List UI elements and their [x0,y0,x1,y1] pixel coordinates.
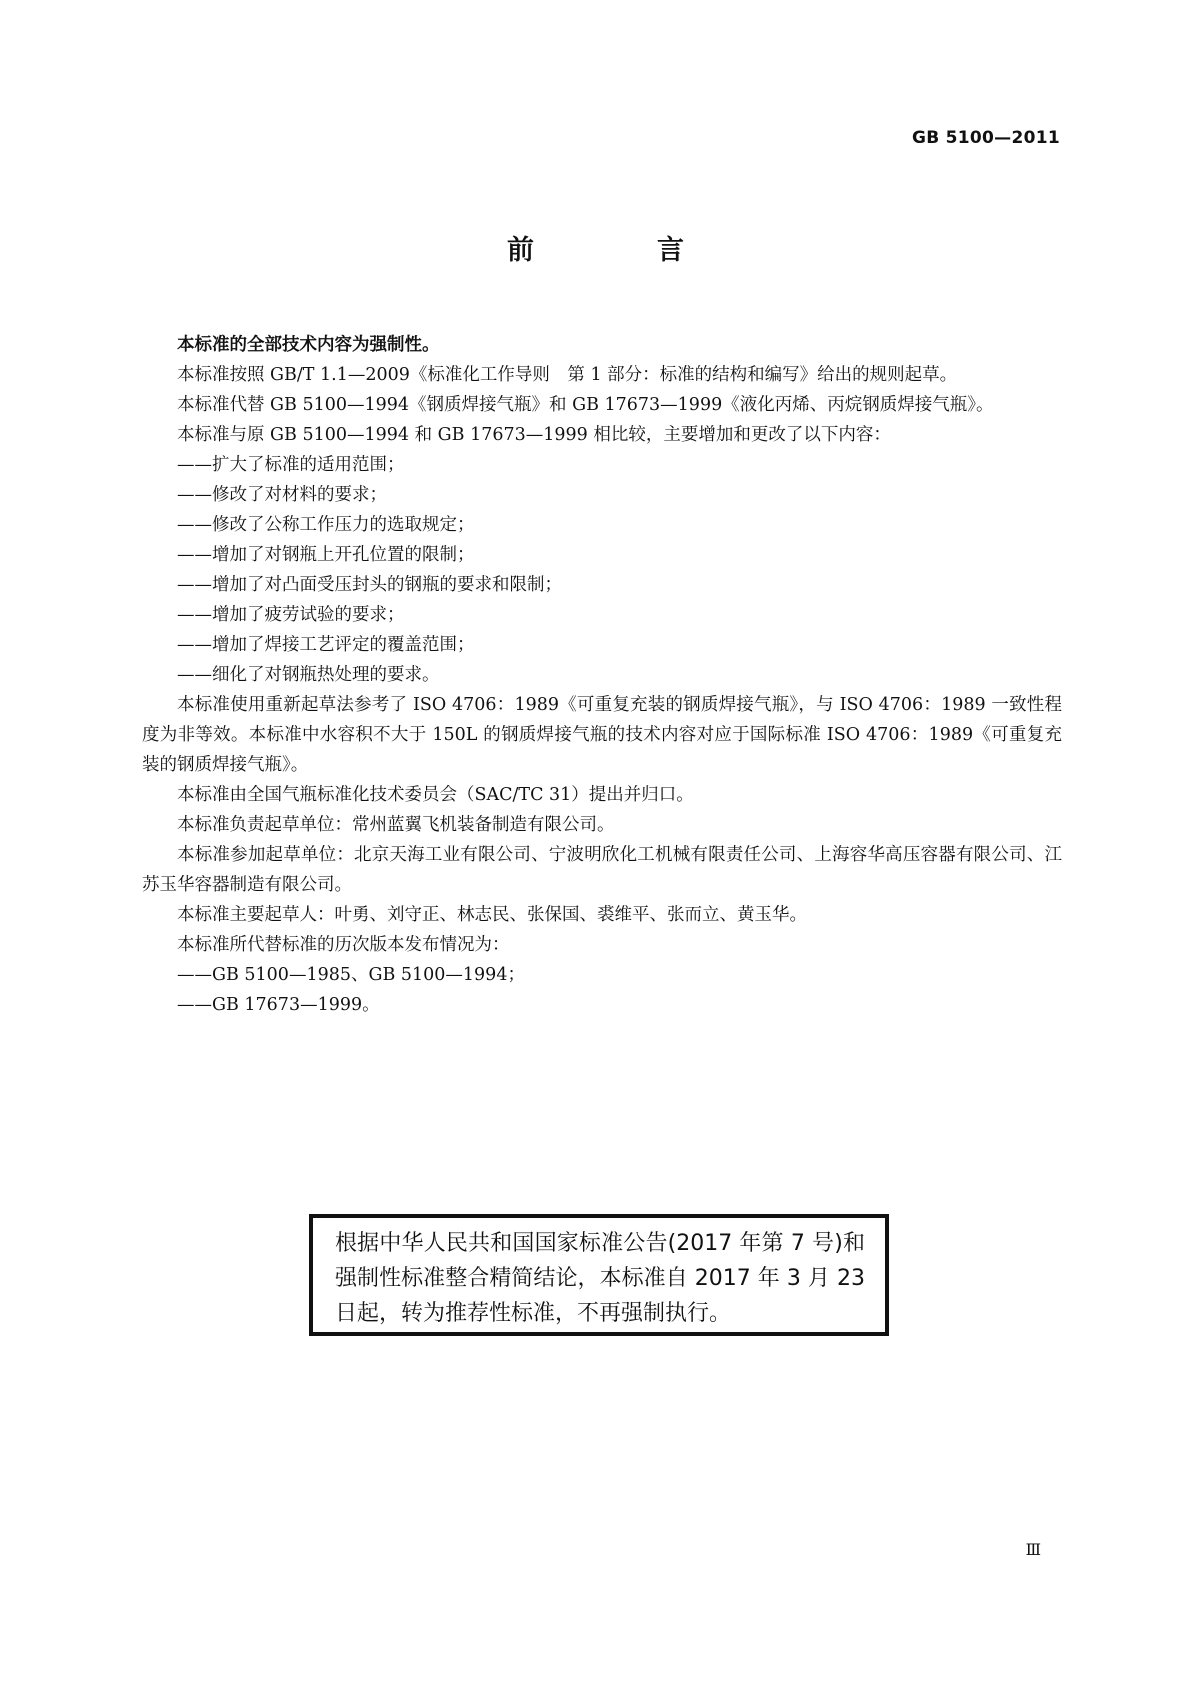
paragraph-main-drafters: 本标准主要起草人：叶勇、刘守正、林志民、张保国、裘维平、张而立、黄玉华。 [177,905,807,925]
foreword-body [142,330,1062,1020]
page-title: 前 言 [507,235,732,266]
standard-code: GB 5100—2011 [911,128,1060,148]
paragraph-iso-reference: 本标准使用重新起草法参考了 ISO 4706：1989《可重复充装的钢质焊接气瓶》，与 ISO 4706：1989 一致性程度为非等效。本标准中水容积不大于 150L 的钢质焊接气瓶的技术内容对应于国际标准 ISO 4706：1989《可重复充装的钢质焊接气瓶》。 [142,695,1062,775]
change-list-item: ——增加了对凸面受压封头的钢瓶的要求和限制； [177,575,562,595]
paragraph-proposed-by: 本标准由全国气瓶标准化技术委员会（SAC/TC 31）提出并归口。 [177,785,694,805]
previous-edition-item: ——GB 5100—1985、GB 5100—1994； [177,965,525,985]
paragraph-mandatory-statement: 本标准的全部技术内容为强制性。 [177,335,440,355]
notice-box: 根据中华人民共和国国家标准公告(2017 年第 7 号)和强制性标准整合精简结论，本标准自 2017 年 3 月 23 日起，转为推荐性标准，不再强制执行。 [309,1214,889,1336]
change-list-item: ——扩大了标准的适用范围； [177,455,405,475]
page-number: Ⅲ [1025,1540,1041,1559]
change-list-item: ——修改了公称工作压力的选取规定； [177,515,475,535]
change-list-item: ——增加了焊接工艺评定的覆盖范围； [177,635,475,655]
change-list-item: ——细化了对钢瓶热处理的要求。 [177,665,440,685]
paragraph-participating-drafters: 本标准参加起草单位：北京天海工业有限公司、宁波明欣化工机械有限责任公司、上海容华高压容器有限公司、江苏玉华容器制造有限公司。 [142,845,1062,895]
previous-edition-item: ——GB 17673—1999。 [177,995,380,1015]
paragraph-replaces: 本标准代替 GB 5100—1994《钢质焊接气瓶》和 GB 17673—1999《液化丙烯、丙烷钢质焊接气瓶》。 [177,395,994,415]
change-list-item: ——增加了对钢瓶上开孔位置的限制； [177,545,475,565]
paragraph-previous-editions-intro: 本标准所代替标准的历次版本发布情况为： [177,935,510,955]
change-list-item: ——增加了疲劳试验的要求； [177,605,405,625]
paragraph-drafting-rules: 本标准按照 GB/T 1.1—2009《标准化工作导则 第 1 部分：标准的结构和编写》给出的规则起草。 [177,365,958,385]
paragraph-changes-intro: 本标准与原 GB 5100—1994 和 GB 17673—1999 相比较，主要增加和更改了以下内容： [177,425,891,445]
change-list-item: ——修改了对材料的要求； [177,485,387,505]
paragraph-responsible-drafter: 本标准负责起草单位：常州蓝翼飞机装备制造有限公司。 [177,815,615,835]
